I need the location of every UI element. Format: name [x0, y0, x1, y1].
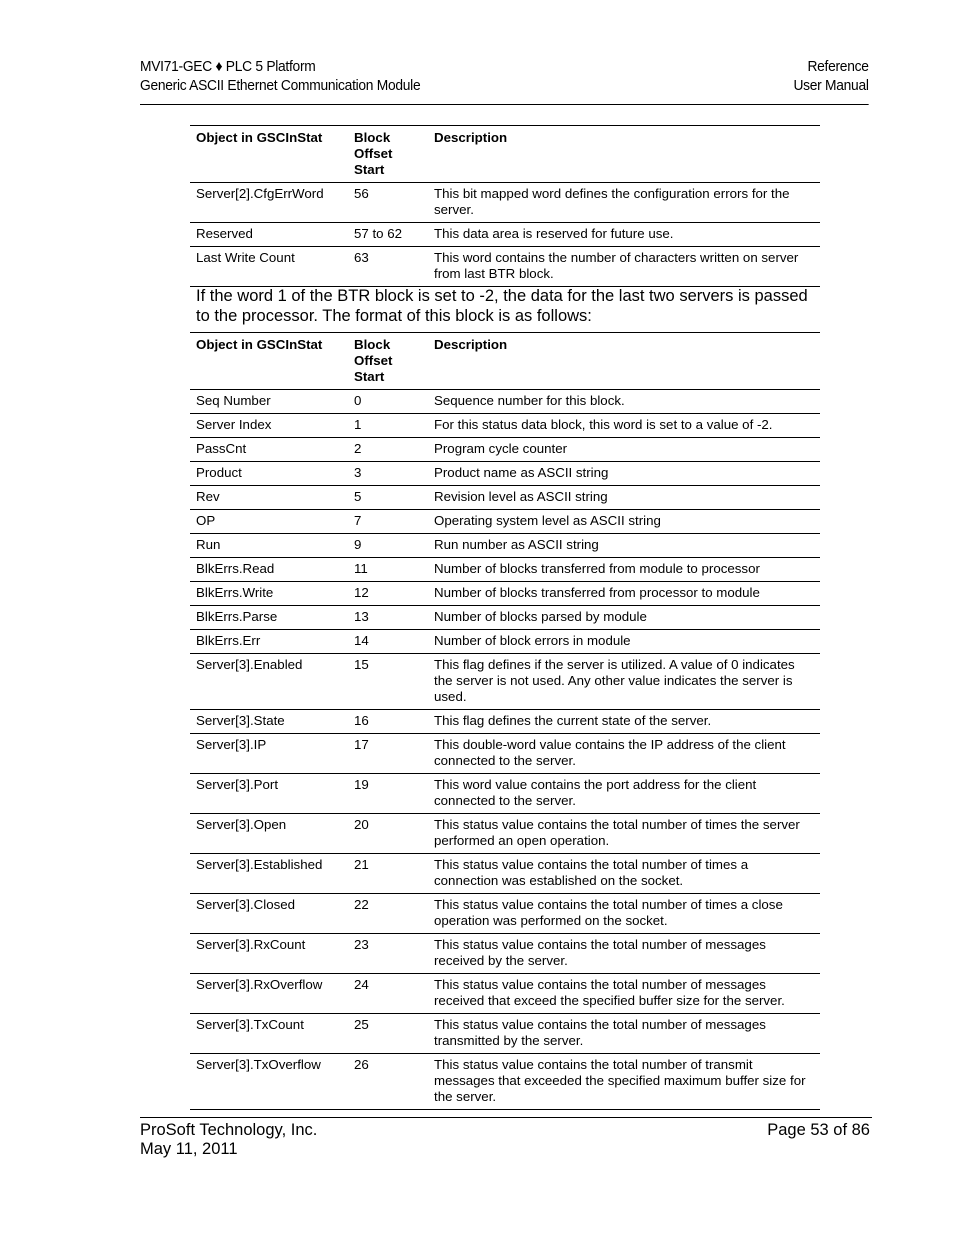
column-header-offset: Block Offset Start: [348, 126, 428, 183]
cell-description: This bit mapped word defines the configuration errors for the server.: [428, 183, 820, 223]
cell-description: This status value contains the total number of times the server performed an open operation.: [428, 814, 820, 854]
cell-offset: 19: [348, 774, 428, 814]
cell-object: Server[3].Open: [190, 814, 348, 854]
cell-offset: 15: [348, 654, 428, 710]
cell-offset: 12: [348, 582, 428, 606]
cell-object: Product: [190, 462, 348, 486]
table-row: [190, 582, 820, 606]
cell-description: Number of blocks transferred from module to processor: [428, 558, 820, 582]
table-row: [190, 414, 820, 438]
header-left: [140, 57, 420, 95]
cell-offset: 26: [348, 1054, 428, 1110]
table-row: [190, 894, 820, 934]
cell-offset: 0: [348, 390, 428, 414]
footer-date: May 11, 2011: [140, 1140, 238, 1158]
column-header-description: Description: [428, 126, 820, 183]
cell-description: This word value contains the port address for the client connected to the server.: [428, 774, 820, 814]
table-row: [190, 183, 820, 223]
cell-offset: 17: [348, 734, 428, 774]
cell-description: For this status data block, this word is set to a value of -2.: [428, 414, 820, 438]
cell-object: PassCnt: [190, 438, 348, 462]
page-footer: [140, 1117, 872, 1158]
intro-paragraph: If the word 1 of the BTR block is set to -2, the data for the last two servers is passed to the processor. The format of this block is as follows:: [196, 287, 808, 325]
page-header: [140, 57, 869, 105]
cell-offset: 5: [348, 486, 428, 510]
table-row: [190, 710, 820, 734]
footer-page-number: Page 53 of 86: [767, 1121, 870, 1139]
cell-description: This status value contains the total number of times a close operation was performed on the socket.: [428, 894, 820, 934]
table-header-row: [190, 126, 820, 183]
table-row: [190, 1054, 820, 1110]
cell-description: This status value contains the total number of messages transmitted by the server.: [428, 1014, 820, 1054]
table-row: [190, 486, 820, 510]
table-row: [190, 462, 820, 486]
cell-offset: 23: [348, 934, 428, 974]
cell-offset: 1: [348, 414, 428, 438]
cell-object: Rev: [190, 486, 348, 510]
table-body: [190, 390, 820, 1110]
cell-description: This double-word value contains the IP address of the client connected to the server.: [428, 734, 820, 774]
column-header-offset: Block Offset Start: [348, 333, 428, 390]
column-header-description: Description: [428, 333, 820, 390]
table-row: [190, 606, 820, 630]
cell-offset: 14: [348, 630, 428, 654]
cell-offset: 22: [348, 894, 428, 934]
cell-description: This data area is reserved for future use.: [428, 223, 820, 247]
cell-object: Server[3].Closed: [190, 894, 348, 934]
cell-object: Server Index: [190, 414, 348, 438]
cell-offset: 3: [348, 462, 428, 486]
table-header-row: [190, 333, 820, 390]
cell-object: Run: [190, 534, 348, 558]
cell-offset: 57 to 62: [348, 223, 428, 247]
cell-description: Number of block errors in module: [428, 630, 820, 654]
cell-object: Server[3].Established: [190, 854, 348, 894]
cell-description: This status value contains the total number of times a connection was established on the socket.: [428, 854, 820, 894]
cell-object: Last Write Count: [190, 247, 348, 287]
cell-offset: 56: [348, 183, 428, 223]
cell-description: Product name as ASCII string: [428, 462, 820, 486]
header-right: [793, 57, 868, 95]
cell-object: Server[3].RxOverflow: [190, 974, 348, 1014]
header-module: Generic ASCII Ethernet Communication Module: [140, 77, 421, 94]
cell-object: Seq Number: [190, 390, 348, 414]
cell-offset: 7: [348, 510, 428, 534]
cell-description: Operating system level as ASCII string: [428, 510, 820, 534]
footer-left: [140, 1121, 317, 1159]
status-table-2: [190, 332, 820, 1110]
cell-offset: 20: [348, 814, 428, 854]
column-header-object: Object in GSCInStat: [190, 126, 348, 183]
table-row: [190, 510, 820, 534]
cell-object: Server[3].State: [190, 710, 348, 734]
cell-offset: 16: [348, 710, 428, 734]
table-row: [190, 390, 820, 414]
cell-description: This flag defines if the server is utilized. A value of 0 indicates the server is not used. Any other value indicates the server is used.: [428, 654, 820, 710]
cell-object: BlkErrs.Write: [190, 582, 348, 606]
cell-description: Revision level as ASCII string: [428, 486, 820, 510]
footer-company: ProSoft Technology, Inc.: [140, 1121, 318, 1139]
table-body: [190, 183, 820, 287]
cell-description: Program cycle counter: [428, 438, 820, 462]
cell-offset: 2: [348, 438, 428, 462]
cell-offset: 25: [348, 1014, 428, 1054]
cell-object: BlkErrs.Parse: [190, 606, 348, 630]
cell-object: Reserved: [190, 223, 348, 247]
table-row: [190, 534, 820, 558]
cell-object: Server[3].RxCount: [190, 934, 348, 974]
cell-description: This status value contains the total number of messages received by the server.: [428, 934, 820, 974]
table-row: [190, 223, 820, 247]
header-product: MVI71-GEC ♦ PLC 5 Platform: [140, 58, 316, 75]
cell-description: This word contains the number of characters written on server from last BTR block.: [428, 247, 820, 287]
header-manual: User Manual: [793, 77, 869, 94]
cell-offset: 24: [348, 974, 428, 1014]
cell-offset: 13: [348, 606, 428, 630]
cell-object: Server[2].CfgErrWord: [190, 183, 348, 223]
cell-description: This status value contains the total number of transmit messages that exceeded the specified maximum buffer size for the server.: [428, 1054, 820, 1110]
cell-object: Server[3].Port: [190, 774, 348, 814]
cell-object: BlkErrs.Read: [190, 558, 348, 582]
table-row: [190, 814, 820, 854]
cell-object: Server[3].TxOverflow: [190, 1054, 348, 1110]
cell-object: BlkErrs.Err: [190, 630, 348, 654]
table-row: [190, 854, 820, 894]
table-row: [190, 774, 820, 814]
table-row: [190, 558, 820, 582]
cell-object: Server[3].TxCount: [190, 1014, 348, 1054]
table-row: [190, 630, 820, 654]
table-row: [190, 438, 820, 462]
table-row: [190, 1014, 820, 1054]
cell-description: This status value contains the total number of messages received that exceed the specified buffer size for the server.: [428, 974, 820, 1014]
cell-offset: 63: [348, 247, 428, 287]
cell-object: Server[3].Enabled: [190, 654, 348, 710]
cell-description: Number of blocks parsed by module: [428, 606, 820, 630]
status-table-1: [190, 125, 820, 287]
table-row: [190, 734, 820, 774]
cell-description: Sequence number for this block.: [428, 390, 820, 414]
table-row: [190, 247, 820, 287]
column-header-object: Object in GSCInStat: [190, 333, 348, 390]
header-section: Reference: [807, 58, 869, 75]
cell-object: OP: [190, 510, 348, 534]
cell-offset: 11: [348, 558, 428, 582]
table-row: [190, 934, 820, 974]
cell-description: Number of blocks transferred from processor to module: [428, 582, 820, 606]
cell-description: Run number as ASCII string: [428, 534, 820, 558]
cell-object: Server[3].IP: [190, 734, 348, 774]
table-row: [190, 654, 820, 710]
table-row: [190, 974, 820, 1014]
cell-offset: 9: [348, 534, 428, 558]
cell-offset: 21: [348, 854, 428, 894]
cell-description: This flag defines the current state of the server.: [428, 710, 820, 734]
